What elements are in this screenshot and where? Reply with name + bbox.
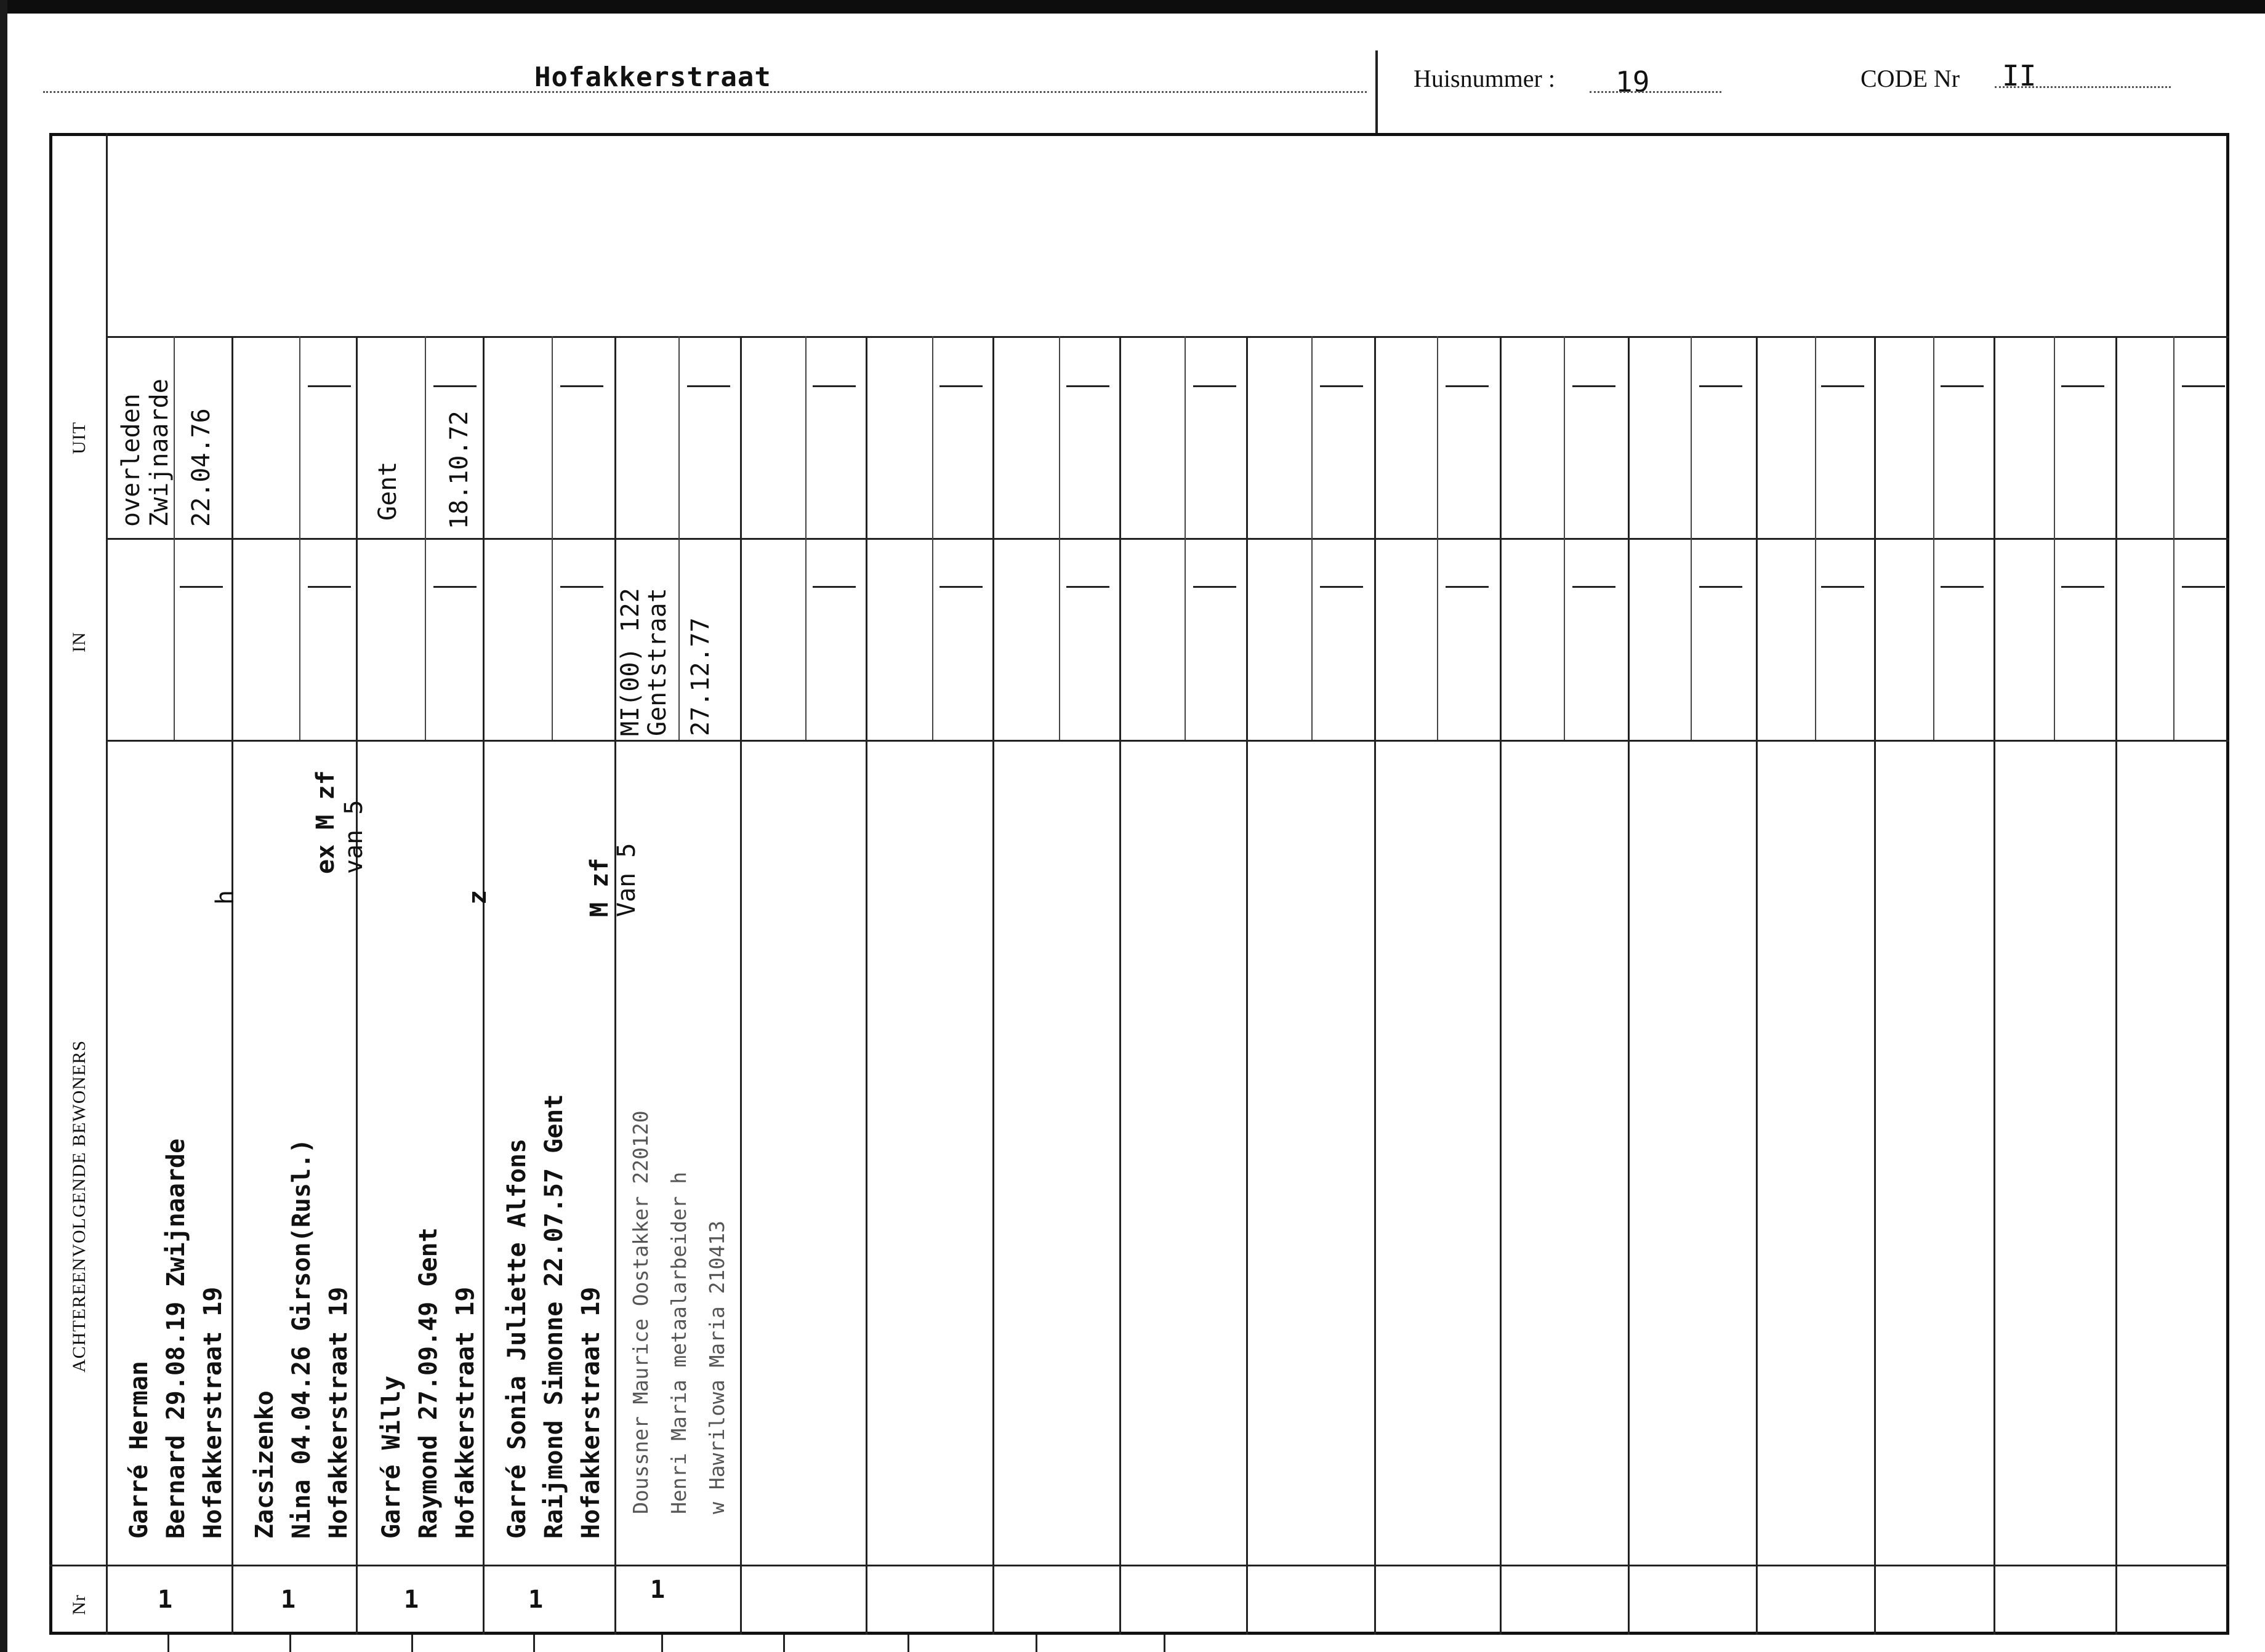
record-1-uit-place: Zwijnaarde xyxy=(145,379,174,527)
record-2-firstname-birth: Nina 04.04.26 Girson(Rusl.) xyxy=(288,1138,316,1539)
column-line xyxy=(231,336,233,1635)
empty-dash xyxy=(813,385,856,387)
record-5-in xyxy=(617,588,714,736)
label-column-separator xyxy=(106,133,108,1635)
record-3-note: z xyxy=(464,889,492,905)
column-line xyxy=(1374,336,1376,1635)
column-line xyxy=(740,336,742,1635)
record-4-note-line1: M zf xyxy=(585,857,614,917)
record-5-in-date: 27.12.77 xyxy=(686,617,715,736)
record-4-note-line2: Van 5 xyxy=(613,843,641,917)
column-line xyxy=(992,336,994,1635)
record-5-in-street: Gentstraat xyxy=(643,588,672,736)
record-4-firstname-birth: Raijmond Simonne 22.07.57 Gent xyxy=(540,1094,568,1539)
ruler-tick xyxy=(1164,1635,1165,1652)
street-name: Hofakkerstraat xyxy=(534,62,771,93)
sub-column-line xyxy=(425,336,426,740)
top-border xyxy=(0,0,2265,14)
column-line xyxy=(614,336,616,1635)
empty-dash xyxy=(813,586,856,588)
empty-dash xyxy=(939,385,983,387)
record-5-firstname-profession: Henri Maria metaalarbeider h xyxy=(667,1171,691,1514)
record-1-name: Garré Herman xyxy=(125,1361,153,1539)
ruler-tick xyxy=(533,1635,535,1652)
empty-dash xyxy=(1066,586,1109,588)
empty-dash xyxy=(2182,385,2225,387)
sub-column-line xyxy=(299,336,300,740)
record-4-name: Garré Sonia Juliette Alfons xyxy=(503,1138,531,1539)
empty-dash xyxy=(433,385,477,387)
sub-column-line xyxy=(1437,336,1438,740)
empty-dash xyxy=(1193,385,1236,387)
empty-dash xyxy=(1446,385,1489,387)
empty-dash xyxy=(560,385,603,387)
column-line xyxy=(1874,336,1876,1635)
huisnummer-value: 19 xyxy=(1615,65,1650,98)
record-2-note xyxy=(312,770,368,874)
code-dotted-line xyxy=(1995,86,2171,88)
empty-dash xyxy=(687,385,730,387)
empty-dash xyxy=(180,586,223,588)
ruler-tick xyxy=(661,1635,663,1652)
code-label: CODE Nr xyxy=(1861,65,1960,92)
record-2-note-line1: ex M zf xyxy=(312,770,340,874)
record-2-address: Hofakkerstraat 19 xyxy=(324,1286,353,1539)
ruler-tick xyxy=(289,1635,291,1652)
empty-dash xyxy=(1941,385,1984,387)
record-3-address: Hofakkerstraat 19 xyxy=(451,1286,480,1539)
record-3-bewoners xyxy=(373,1227,484,1539)
ruler-tick xyxy=(1036,1635,1037,1652)
record-3-firstname-birth: Raymond 27.09.49 Gent xyxy=(414,1227,443,1539)
record-5-name-place: Doussner Maurice Oostakker 220120 xyxy=(629,1110,653,1514)
empty-dash xyxy=(1821,586,1864,588)
record-4-note xyxy=(586,843,640,917)
record-3-uit-place: Gent xyxy=(374,461,402,521)
record-1-uit-reason: overleden xyxy=(117,393,145,527)
empty-dash xyxy=(1320,586,1363,588)
column-line xyxy=(1628,336,1630,1635)
ruler-tick xyxy=(167,1635,169,1652)
uit-label: UIT xyxy=(69,422,89,454)
record-1-note: h xyxy=(211,889,239,905)
column-line xyxy=(1246,336,1248,1635)
left-border xyxy=(0,0,7,1652)
sub-column-line xyxy=(805,336,807,740)
record-1-uit-date: 22.04.76 xyxy=(187,408,215,527)
record-4-nr: 1 xyxy=(528,1586,544,1614)
sub-column-line xyxy=(552,336,553,740)
empty-dash xyxy=(308,586,351,588)
sub-column-line xyxy=(2054,336,2055,740)
record-3-uit-date: 18.10.72 xyxy=(445,411,473,529)
huisnummer-label: Huisnummer : xyxy=(1414,65,1555,92)
empty-dash xyxy=(2061,385,2104,387)
header-divider xyxy=(1375,50,1378,133)
empty-dash xyxy=(1941,586,1984,588)
record-4-bewoners xyxy=(499,1094,609,1539)
column-line xyxy=(1500,336,1502,1635)
empty-dash xyxy=(1572,385,1615,387)
record-5-bewoners xyxy=(622,1110,736,1514)
ruler-tick xyxy=(907,1635,909,1652)
record-4-address: Hofakkerstraat 19 xyxy=(577,1286,605,1539)
column-line xyxy=(1993,336,1995,1635)
ruler-tick xyxy=(411,1635,413,1652)
column-line xyxy=(866,336,867,1635)
row-divider-bewoners xyxy=(106,740,2229,742)
empty-dash xyxy=(1699,586,1742,588)
record-3-name: Garré Willy xyxy=(377,1376,406,1539)
sub-column-line xyxy=(932,336,933,740)
nr-label: Nr xyxy=(69,1594,89,1615)
empty-dash xyxy=(1572,586,1615,588)
sub-column-line xyxy=(1059,336,1060,740)
column-line xyxy=(1119,336,1121,1635)
record-1-uit xyxy=(117,379,215,527)
empty-dash xyxy=(1066,385,1109,387)
empty-dash xyxy=(1446,586,1489,588)
record-3-nr: 1 xyxy=(404,1586,419,1614)
code-value: II xyxy=(2002,59,2037,92)
empty-dash xyxy=(1193,586,1236,588)
huisnummer-dotted-line xyxy=(1590,91,1721,93)
record-5-in-code: MI(00) 122 xyxy=(616,588,645,736)
empty-dash xyxy=(2061,586,2104,588)
record-2-nr: 1 xyxy=(281,1586,296,1614)
sub-column-line xyxy=(1933,336,1934,740)
sub-column-line xyxy=(1564,336,1565,740)
column-line xyxy=(1756,336,1758,1635)
record-1-nr: 1 xyxy=(158,1586,173,1614)
record-5-spouse: w Hawrilowa Maria 210413 xyxy=(705,1221,729,1514)
sub-column-line xyxy=(1815,336,1816,740)
record-1-firstname-birth: Bernard 29.08.19 Zwijnaarde xyxy=(162,1138,190,1539)
empty-dash xyxy=(2182,586,2225,588)
empty-dash xyxy=(1821,385,1864,387)
ruler-tick xyxy=(783,1635,785,1652)
empty-dash xyxy=(433,586,477,588)
row-divider-nr xyxy=(49,1565,2229,1566)
empty-dash xyxy=(1320,385,1363,387)
in-label: IN xyxy=(69,632,89,652)
empty-dash xyxy=(1699,385,1742,387)
sub-column-line xyxy=(2173,336,2174,740)
record-5-nr: 1 xyxy=(650,1576,666,1604)
record-1-address: Hofakkerstraat 19 xyxy=(199,1286,227,1539)
record-2-note-line2: van 5 xyxy=(340,800,368,874)
sub-column-line xyxy=(1311,336,1313,740)
record-1-bewoners xyxy=(121,1139,231,1539)
record-2-name: Zacsizenko xyxy=(251,1390,279,1539)
empty-dash xyxy=(939,586,983,588)
sub-column-line xyxy=(1185,336,1186,740)
empty-dash xyxy=(560,586,603,588)
bewoners-label: ACHTEREENVOLGENDE BEWONERS xyxy=(69,1040,89,1373)
record-2-bewoners xyxy=(246,1139,357,1539)
empty-dash xyxy=(308,385,351,387)
sub-column-line xyxy=(1691,336,1692,740)
column-line xyxy=(2115,336,2117,1635)
